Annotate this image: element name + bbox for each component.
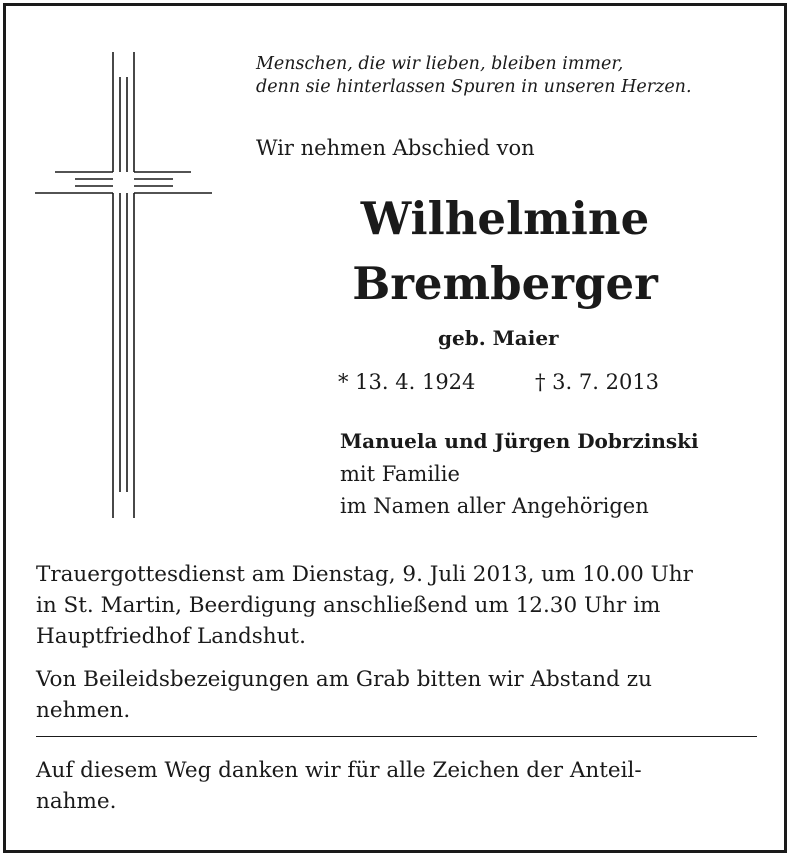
death-date: † 3. 7. 2013 xyxy=(535,370,660,394)
service-line-1: Trauergottesdienst am Dienstag, 9. Juli 2013, um 10.00 Uhr xyxy=(36,562,693,587)
birth-date: * 13. 4. 1924 xyxy=(338,370,476,394)
quote-line-1: Menschen, die wir lieben, bleiben immer, xyxy=(256,54,624,74)
cross-icon xyxy=(33,52,213,518)
condolence-line-2: nehmen. xyxy=(36,698,131,723)
thanks-line-1: Auf diesem Weg danken wir für alle Zeichen der Anteil- xyxy=(36,758,642,783)
mourner-family: mit Familie xyxy=(340,462,460,486)
mourner-names: Manuela und Jürgen Dobrzinski xyxy=(340,429,699,453)
service-line-2: in St. Martin, Beerdigung anschließend um 12.30 Uhr im xyxy=(36,593,661,618)
intro-text: Wir nehmen Abschied von xyxy=(256,136,535,160)
deceased-last-name: Bremberger xyxy=(352,257,658,310)
quote-line-2: denn sie hinterlassen Spuren in unseren Herzen. xyxy=(256,77,692,97)
maiden-name: geb. Maier xyxy=(438,326,559,350)
deceased-first-name: Wilhelmine xyxy=(360,192,650,245)
divider xyxy=(36,736,757,737)
thanks-line-2: nahme. xyxy=(36,789,117,814)
service-line-3: Hauptfriedhof Landshut. xyxy=(36,624,306,649)
mourner-relatives: im Namen aller Angehörigen xyxy=(340,494,649,518)
condolence-line-1: Von Beileidsbezeigungen am Grab bitten wir Abstand zu xyxy=(36,667,652,692)
